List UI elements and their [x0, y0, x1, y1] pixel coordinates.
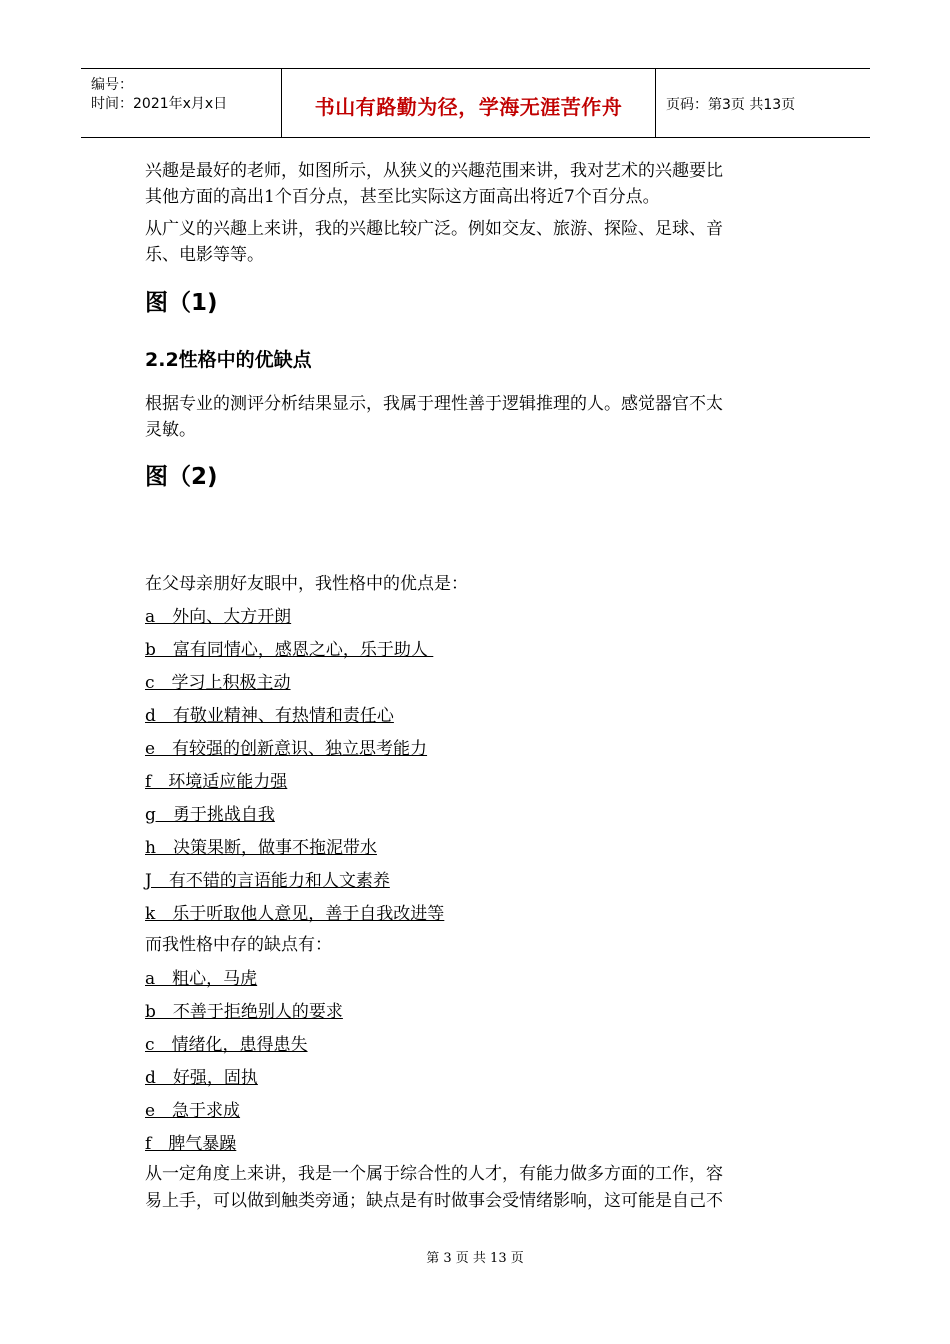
list-item: f 环境适应能力强 [145, 772, 288, 792]
figure-caption-2: 图（2) [145, 464, 218, 490]
paragraph-line: 灵敏。 [145, 420, 196, 440]
paragraph-line: 易上手，可以做到触类旁通；缺点是有时做事会受情绪影响，这可能是自己不 [145, 1191, 723, 1211]
page-footer: 第 3 页 共 13 页 [426, 1251, 524, 1266]
header-code-label: 编号： [91, 77, 133, 93]
list-item: b 富有同情心，感恩之心，乐于助人 [145, 640, 434, 660]
paragraph-line: 乐、电影等等。 [145, 245, 264, 265]
section-title: 2.2性格中的优缺点 [145, 349, 312, 371]
list-item: d 好强，固执 [145, 1068, 258, 1088]
list-item: a 外向、大方开朗 [145, 607, 292, 627]
list-item: e 急于求成 [145, 1101, 241, 1121]
paragraph-line: 从广义的兴趣上来讲，我的兴趣比较广泛。例如交友、旅游、探险、足球、音 [145, 219, 723, 239]
paragraph-line: 根据专业的测评分析结果显示，我属于理性善于逻辑推理的人。感觉器官不太 [145, 394, 723, 414]
list-item: b 不善于拒绝别人的要求 [145, 1002, 343, 1022]
list-item: c 学习上积极主动 [145, 673, 291, 693]
header-time-label: 时间：2021年x月x日 [91, 96, 228, 112]
strengths-intro: 在父母亲朋好友眼中，我性格中的优点是： [145, 574, 468, 594]
header-page-cell [656, 69, 870, 137]
list-item: g 勇于挑战自我 [145, 805, 275, 825]
list-item: a 粗心，马虎 [145, 969, 258, 989]
header-motto: 书山有路勤为径，学海无涯苦作舟 [314, 95, 623, 119]
list-item: h 决策果断，做事不拖泥带水 [145, 838, 377, 858]
header-page-info: 页码：第3页 共13页 [666, 97, 796, 113]
paragraph-line: 兴趣是最好的老师，如图所示，从狭义的兴趣范围来讲，我对艺术的兴趣要比 [145, 161, 723, 181]
paragraph-line: 其他方面的高出1个百分点，甚至比实际这方面高出将近7个百分点。 [145, 187, 660, 207]
list-item: d 有敬业精神、有热情和责任心 [145, 706, 394, 726]
header-info-cell [81, 69, 282, 137]
list-item: J 有不错的言语能力和人文素养 [145, 871, 390, 891]
list-item: c 情绪化，患得患失 [145, 1035, 308, 1055]
page-header [81, 68, 870, 138]
figure-caption-1: 图（1) [145, 290, 218, 316]
list-item: f 脾气暴躁 [145, 1134, 237, 1154]
list-item: e 有较强的创新意识、独立思考能力 [145, 739, 428, 759]
paragraph-line: 从一定角度上来讲，我是一个属于综合性的人才，有能力做多方面的工作，容 [145, 1164, 723, 1184]
weaknesses-intro: 而我性格中存的缺点有： [145, 935, 332, 955]
list-item: k 乐于听取他人意见，善于自我改进等 [145, 904, 445, 924]
header-motto-cell [282, 69, 656, 137]
